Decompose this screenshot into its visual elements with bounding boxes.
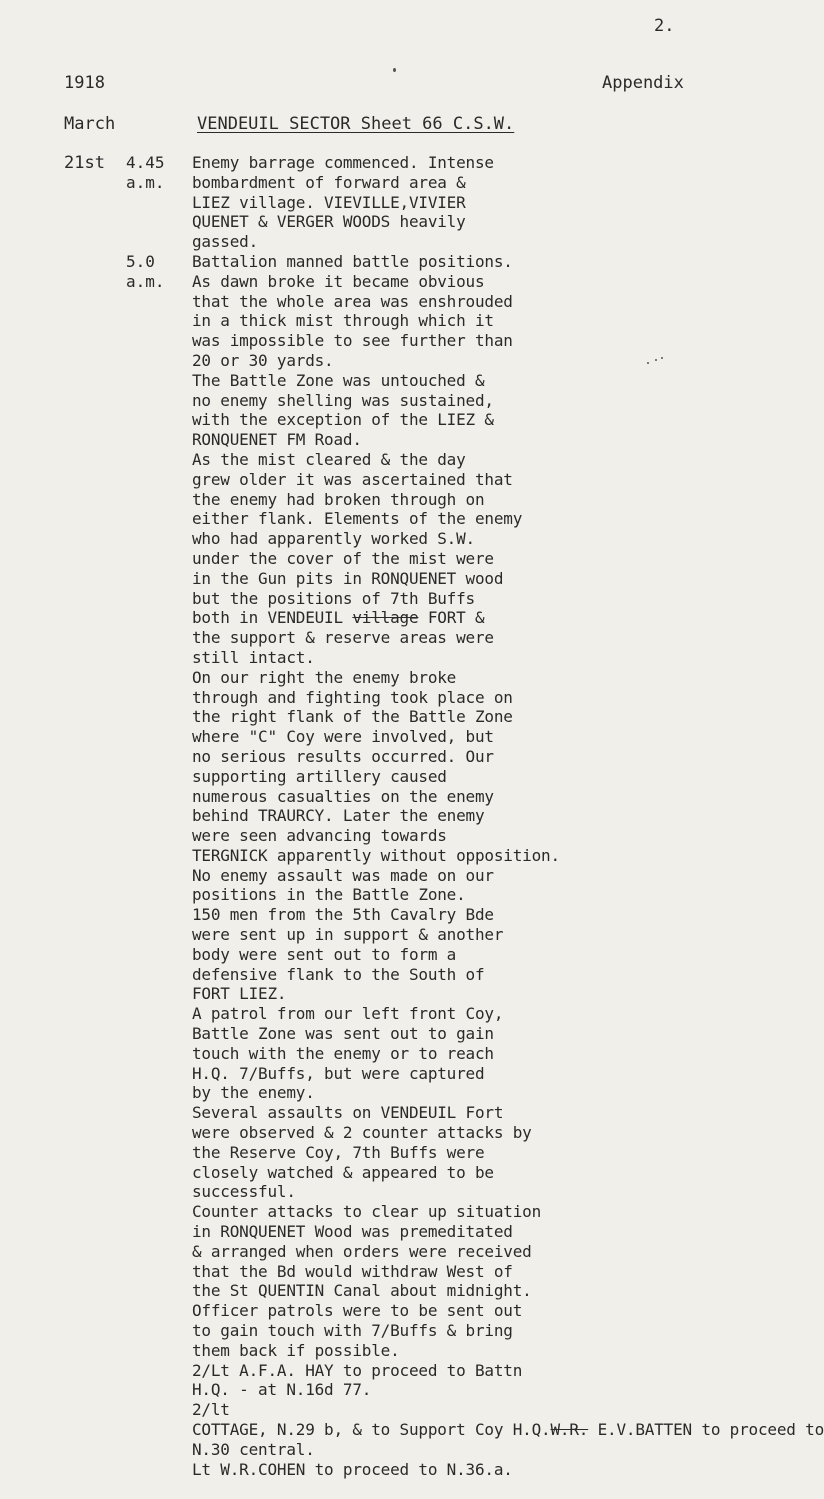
entry-time-2: 5.0 a.m. bbox=[126, 252, 165, 291]
paper-speck bbox=[393, 68, 396, 72]
body-line: On our right the enemy broke bbox=[192, 667, 457, 687]
body-line: Lt W.R.COHEN to proceed to N.36.a. bbox=[192, 1459, 513, 1479]
body-line: TERGNICK apparently without opposition. bbox=[192, 845, 560, 865]
paper-speck bbox=[655, 359, 657, 361]
body-line: still intact. bbox=[192, 647, 315, 667]
body-line: that the Bd would withdraw West of bbox=[192, 1261, 513, 1281]
body-line: by the enemy. bbox=[192, 1083, 315, 1103]
body-line: body were sent out to form a bbox=[192, 944, 457, 964]
body-line: Battle Zone was sent out to gain bbox=[192, 1024, 494, 1044]
body-line: H.Q. 7/Buffs, but were captured bbox=[192, 1063, 485, 1083]
entry-time-1: 4.45 a.m. bbox=[126, 153, 165, 192]
diary-body bbox=[192, 153, 824, 1499]
body-line: were seen advancing towards bbox=[192, 826, 447, 846]
body-line: LIEZ village. VIEVILLE,VIVIER bbox=[192, 192, 466, 212]
body-line: Enemy barrage commenced. Intense bbox=[192, 153, 494, 172]
body-line: closely watched & appeared to be bbox=[192, 1162, 494, 1182]
body-line: with the exception of the LIEZ & bbox=[192, 410, 494, 430]
body-line: Officer patrols were to be sent out bbox=[192, 1301, 523, 1321]
body-line: through and fighting took place on bbox=[192, 687, 513, 707]
body-line: gassed. bbox=[192, 232, 259, 252]
body-line: no enemy shelling was sustained, bbox=[192, 390, 494, 410]
body-line: numerous casualties on the enemy bbox=[192, 786, 494, 806]
entry-date: 21st bbox=[64, 153, 105, 173]
body-line: A patrol from our left front Coy, bbox=[192, 1004, 504, 1024]
body-line-text: E.V.BATTEN to proceed to bbox=[588, 1420, 824, 1439]
body-line: were sent up in support & another bbox=[192, 925, 504, 945]
body-line: the enemy had broken through on bbox=[192, 489, 485, 509]
body-line: As the mist cleared & the day bbox=[192, 449, 466, 469]
body-line: As dawn broke it became obvious bbox=[192, 271, 485, 291]
body-line: in RONQUENET Wood was premeditated bbox=[192, 1222, 513, 1242]
body-line: the right flank of the Battle Zone bbox=[192, 707, 513, 727]
body-line: who had apparently worked S.W. bbox=[192, 529, 475, 549]
body-line: Counter attacks to clear up situation bbox=[192, 1202, 542, 1222]
body-line: bombardment of forward area & bbox=[192, 172, 466, 192]
body-line: defensive flank to the South of bbox=[192, 964, 485, 984]
appendix-label: Appendix bbox=[602, 73, 684, 93]
body-line: but the positions of 7th Buffs bbox=[192, 588, 475, 608]
body-line: were observed & 2 counter attacks by bbox=[192, 1123, 532, 1143]
body-line: to gain touch with 7/Buffs & bring bbox=[192, 1321, 513, 1341]
body-line: 20 or 30 yards. bbox=[192, 350, 334, 370]
body-line: them back if possible. bbox=[192, 1340, 400, 1360]
body-line: was impossible to see further than bbox=[192, 331, 513, 351]
body-line: & arranged when orders were received bbox=[192, 1241, 532, 1261]
struck-word: village bbox=[352, 608, 419, 628]
body-line: that the whole area was enshrouded bbox=[192, 291, 513, 311]
body-line: QUENET & VERGER WOODS heavily bbox=[192, 212, 466, 232]
body-line: either flank. Elements of the enemy bbox=[192, 509, 523, 529]
body-line: in the Gun pits in RONQUENET wood bbox=[192, 568, 504, 588]
paper-speck bbox=[661, 357, 663, 359]
struck-initials: W.R. bbox=[550, 1420, 589, 1439]
body-line-text: FORT & bbox=[418, 608, 485, 628]
body-line: no serious results occurred. Our bbox=[192, 746, 494, 766]
body-line: in a thick mist through which it bbox=[192, 311, 494, 331]
body-line: under the cover of the mist were bbox=[192, 548, 494, 568]
body-line-text: COTTAGE, N.29 b, & to Support Coy H.Q. bbox=[192, 1420, 551, 1439]
body-line: supporting artillery caused bbox=[192, 766, 447, 786]
year: 1918 bbox=[64, 73, 105, 93]
body-line: FORT LIEZ. bbox=[192, 984, 287, 1004]
body-line: The Battle Zone was untouched & bbox=[192, 370, 485, 390]
body-line: successful. bbox=[192, 1182, 296, 1202]
sector-title: VENDEUIL SECTOR Sheet 66 C.S.W. bbox=[197, 114, 515, 134]
body-line: 2/Lt A.F.A. HAY to proceed to Battn bbox=[192, 1360, 523, 1380]
body-line: N.30 central. bbox=[192, 1439, 315, 1459]
body-line: positions in the Battle Zone. bbox=[192, 885, 466, 905]
body-line: 2/lt bbox=[192, 1400, 230, 1420]
paper-speck bbox=[647, 362, 649, 364]
body-line bbox=[192, 608, 712, 628]
body-line: Several assaults on VENDEUIL Fort bbox=[192, 1103, 504, 1123]
body-line: the St QUENTIN Canal about midnight. bbox=[192, 1281, 532, 1301]
body-line bbox=[192, 1420, 824, 1440]
body-line: Battalion manned battle positions. bbox=[192, 251, 513, 271]
body-line: H.Q. - at N.16d 77. bbox=[192, 1380, 372, 1400]
body-line: behind TRAURCY. Later the enemy bbox=[192, 806, 485, 826]
body-line: the Reserve Coy, 7th Buffs were bbox=[192, 1142, 485, 1162]
body-line: 150 men from the 5th Cavalry Bde bbox=[192, 905, 494, 925]
page-number: 2. bbox=[654, 16, 675, 36]
month: March bbox=[64, 114, 116, 134]
body-line: where "C" Coy were involved, but bbox=[192, 727, 494, 747]
body-line bbox=[192, 1479, 712, 1499]
body-line: RONQUENET FM Road. bbox=[192, 430, 362, 450]
body-line: touch with the enemy or to reach bbox=[192, 1043, 494, 1063]
body-line: the support & reserve areas were bbox=[192, 628, 494, 648]
body-line: No enemy assault was made on our bbox=[192, 865, 494, 885]
body-line-text: both in VENDEUIL bbox=[192, 608, 353, 628]
body-line: grew older it was ascertained that bbox=[192, 469, 513, 489]
